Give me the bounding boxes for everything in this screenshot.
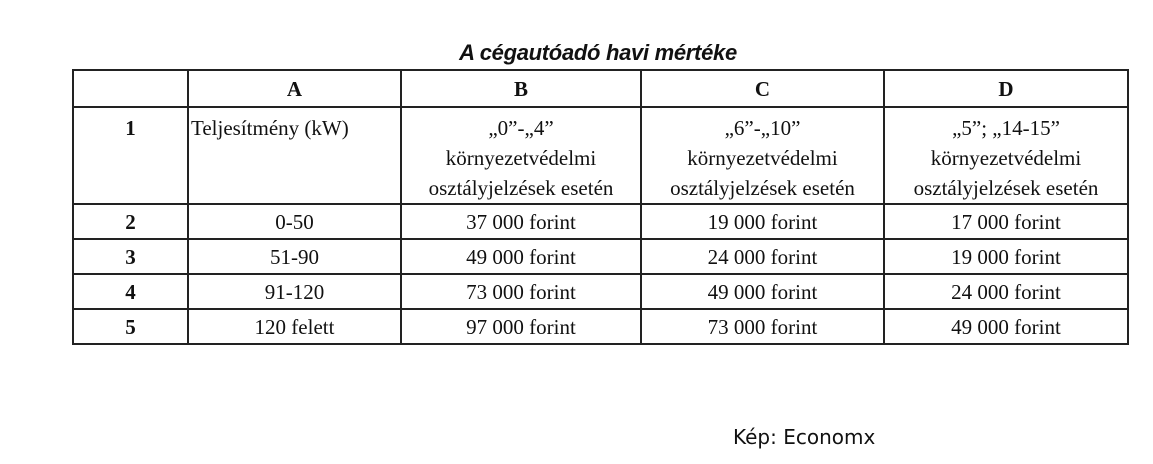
table-row: [73, 274, 1128, 309]
image-credit: Kép: Economx: [733, 425, 876, 449]
tax-rate-table: [72, 69, 1129, 345]
class-d-description-cell: [884, 107, 1128, 204]
performance-cell: 120 felett: [188, 309, 401, 344]
class-c-line-3: osztályjelzések esetén: [670, 176, 855, 200]
class-d-line-3: osztályjelzések esetén: [913, 176, 1099, 200]
performance-cell: 91-120: [188, 274, 401, 309]
rate-cell-d: 19 000 forint: [884, 239, 1128, 274]
column-header-d: D: [884, 70, 1128, 107]
rate-cell-b: 49 000 forint: [401, 239, 641, 274]
class-d-range: „5”; „14-15”: [952, 116, 1060, 140]
performance-cell: 0-50: [188, 204, 401, 239]
rate-cell-c: 19 000 forint: [641, 204, 884, 239]
rate-cell-b: 37 000 forint: [401, 204, 641, 239]
table-row: [73, 309, 1128, 344]
row-number: 1: [73, 107, 188, 204]
class-d-line-2: környezetvédelmi: [930, 146, 1082, 170]
class-b-line-3: osztályjelzések esetén: [428, 176, 614, 200]
class-c-range: „6”-„10”: [724, 116, 801, 140]
table-title: A cégautóadó havi mértéke: [459, 40, 737, 65]
description-row: [73, 107, 1128, 204]
row-number: 5: [73, 309, 188, 344]
rate-cell-c: 73 000 forint: [641, 309, 884, 344]
rate-cell-c: 24 000 forint: [641, 239, 884, 274]
rate-cell-b: 73 000 forint: [401, 274, 641, 309]
rate-cell-c: 49 000 forint: [641, 274, 884, 309]
rate-cell-d: 17 000 forint: [884, 204, 1128, 239]
rate-cell-d: 24 000 forint: [884, 274, 1128, 309]
table-row: [73, 204, 1128, 239]
table-row: [73, 239, 1128, 274]
class-b-description-cell: [401, 107, 641, 204]
class-b-line-2: környezetvédelmi: [445, 146, 597, 170]
row-number: 4: [73, 274, 188, 309]
rate-cell-b: 97 000 forint: [401, 309, 641, 344]
column-header-a: A: [188, 70, 401, 107]
column-header-c: C: [641, 70, 884, 107]
column-header-b: B: [401, 70, 641, 107]
class-b-range: „0”-„4”: [488, 116, 554, 140]
column-header-empty: [73, 70, 188, 107]
class-c-description-cell: [641, 107, 884, 204]
column-header-row: [73, 70, 1128, 107]
performance-header-cell: Teljesítmény (kW): [188, 107, 401, 204]
class-c-line-2: környezetvédelmi: [687, 146, 838, 170]
rate-cell-d: 49 000 forint: [884, 309, 1128, 344]
row-number: 2: [73, 204, 188, 239]
row-number: 3: [73, 239, 188, 274]
performance-cell: 51-90: [188, 239, 401, 274]
